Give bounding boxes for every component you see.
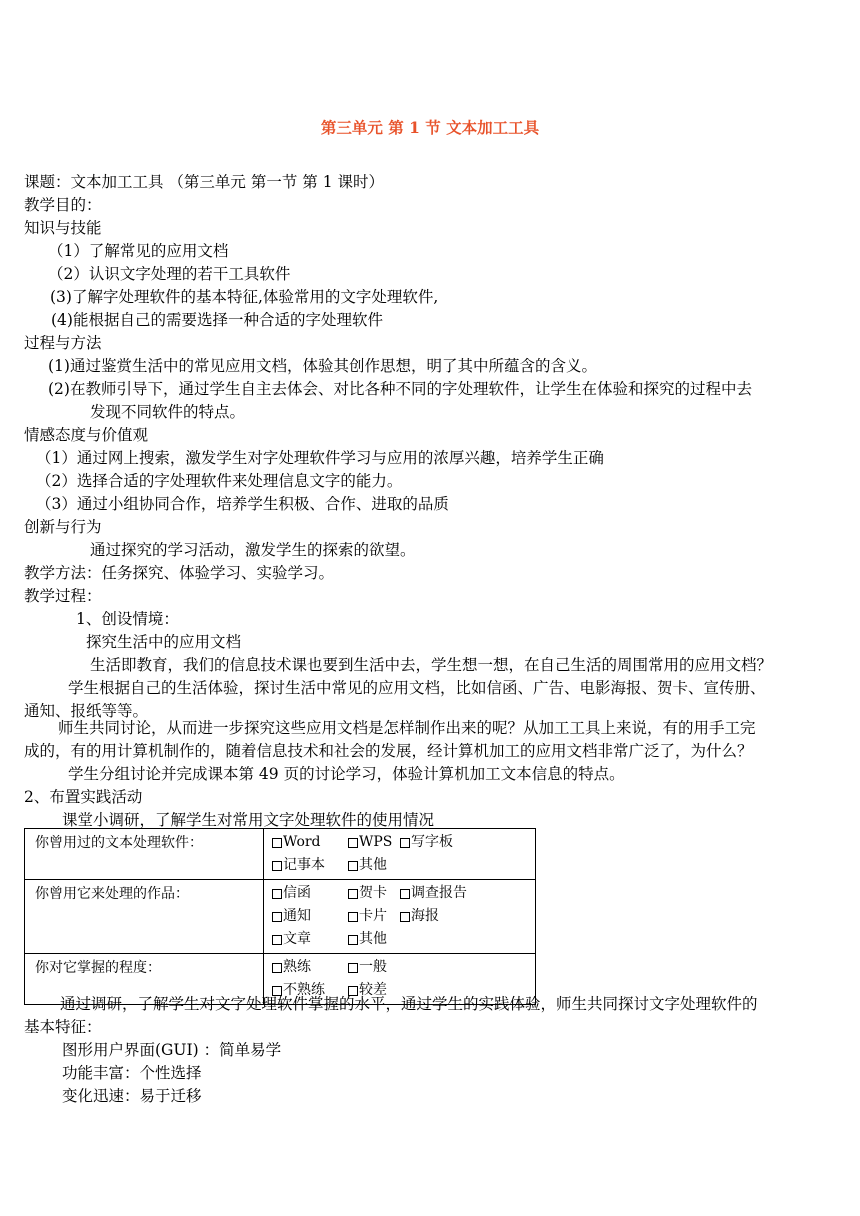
- text-line: 通过探究的学习活动，激发学生的探索的欲望。: [90, 541, 416, 559]
- text-line: 探究生活中的应用文档: [86, 633, 242, 651]
- text-line: 变化迅速：易于迁移: [62, 1087, 202, 1105]
- survey-row: [25, 829, 536, 880]
- text-line: （2）选择合适的字处理软件来处理信息文字的能力。: [36, 472, 403, 490]
- checkbox-icon[interactable]: [348, 912, 358, 922]
- text-line: (3)了解字处理软件的基本特征,体验常用的文字处理软件,: [50, 288, 439, 306]
- document-title: 第三单元 第 1 节 文本加工工具: [320, 118, 540, 137]
- option-row: [272, 882, 527, 905]
- checkbox-icon[interactable]: [348, 861, 358, 871]
- text-line: 过程与方法: [24, 334, 102, 352]
- option-label: 不熟练: [283, 982, 325, 998]
- survey-options: [264, 829, 536, 880]
- option-label: 一般: [359, 959, 387, 975]
- text-line: 情感态度与价值观: [24, 426, 149, 444]
- survey-question: 你曾用它来处理的作品：: [25, 880, 264, 954]
- option-label: 较差: [359, 982, 387, 998]
- survey-option[interactable]: [272, 854, 348, 877]
- option-label: 海报: [411, 908, 439, 924]
- survey-question: 你对它掌握的程度：: [25, 954, 264, 1005]
- survey-option[interactable]: [272, 979, 348, 1002]
- survey-option[interactable]: [272, 905, 348, 928]
- text-line: （1）了解常见的应用文档: [48, 242, 229, 260]
- survey-option[interactable]: [348, 831, 400, 854]
- checkbox-icon[interactable]: [400, 912, 410, 922]
- checkbox-icon[interactable]: [272, 963, 282, 973]
- text-line: 学生根据自己的生活体验，探讨生活中常见的应用文档，比如信函、广告、电影海报、贺卡、宣传册、: [68, 679, 766, 697]
- survey-question: 你曾用过的文本处理软件：: [25, 829, 264, 880]
- text-line: 通过调研，了解学生对文字处理软件掌握的水平，通过学生的实践体验，师生共同探讨文字处理软件的: [60, 995, 758, 1013]
- option-row: [272, 928, 527, 951]
- checkbox-icon[interactable]: [348, 838, 358, 848]
- option-label: 信函: [283, 885, 311, 901]
- survey-option[interactable]: [272, 882, 348, 905]
- checkbox-icon[interactable]: [348, 935, 358, 945]
- option-row: [272, 956, 527, 979]
- survey-options: [264, 954, 536, 1005]
- text-line: 生活即教育，我们的信息技术课也要到生活中去，学生想一想，在自己生活的周围常用的应用文档？: [90, 656, 773, 674]
- survey-option[interactable]: [400, 882, 467, 905]
- text-line: (2)在教师引导下，通过学生自主去体会、对比各种不同的字处理软件，让学生在体验和探究的过程中去: [48, 380, 752, 398]
- text-line: 1、创设情境：: [76, 610, 179, 628]
- checkbox-icon[interactable]: [348, 986, 358, 996]
- survey-option[interactable]: [348, 979, 400, 1002]
- survey-option[interactable]: [272, 928, 348, 951]
- survey-option[interactable]: [348, 882, 400, 905]
- option-label: 其他: [359, 931, 387, 947]
- survey-option[interactable]: [272, 956, 348, 979]
- survey-option[interactable]: [348, 854, 400, 877]
- survey-option[interactable]: [400, 831, 453, 854]
- text-line: 成的，有的用计算机制作的，随着信息技术和社会的发展，经计算机加工的应用文档非常广泛了，为什么？: [24, 742, 753, 760]
- text-line: （1）通过网上搜索，激发学生对字处理软件学习与应用的浓厚兴趣，培养学生正确: [36, 449, 604, 467]
- option-row: [272, 831, 527, 854]
- survey-options: [264, 880, 536, 954]
- checkbox-icon[interactable]: [348, 889, 358, 899]
- text-line: 学生分组讨论并完成课本第 49 页的讨论学习，体验计算机加工文本信息的特点。: [68, 765, 625, 783]
- checkbox-icon[interactable]: [272, 912, 282, 922]
- text-line: 教学过程：: [24, 587, 102, 605]
- option-label: 调查报告: [411, 885, 467, 901]
- option-row: [272, 854, 527, 877]
- option-label: 其他: [359, 857, 387, 873]
- survey-row: [25, 880, 536, 954]
- text-line: （3）通过小组协同合作，培养学生积极、合作、进取的品质: [36, 495, 449, 513]
- text-line: 通知、报纸等等。: [24, 702, 149, 720]
- survey-option[interactable]: [348, 956, 400, 979]
- text-line: 教学方法：任务探究、体验学习、实验学习。: [24, 564, 335, 582]
- checkbox-icon[interactable]: [272, 935, 282, 945]
- text-line: 发现不同软件的特点。: [90, 403, 246, 421]
- survey-row: [25, 954, 536, 1005]
- option-label: 文章: [283, 931, 311, 947]
- text-line: 知识与技能: [24, 219, 102, 237]
- text-line: 课题：文本加工工具 （第三单元 第一节 第 1 课时）: [24, 173, 384, 191]
- checkbox-icon[interactable]: [272, 986, 282, 996]
- checkbox-icon[interactable]: [272, 861, 282, 871]
- checkbox-icon[interactable]: [400, 838, 410, 848]
- text-line: (4)能根据自己的需要选择一种合适的字处理软件: [51, 311, 383, 329]
- survey-option[interactable]: [348, 905, 400, 928]
- text-line: 2、布置实践活动: [24, 788, 143, 806]
- text-line: 创新与行为: [24, 518, 102, 536]
- option-label: 记事本: [283, 857, 325, 873]
- option-label: 通知: [283, 908, 311, 924]
- survey-option[interactable]: [272, 831, 348, 854]
- option-label: 卡片: [359, 908, 387, 924]
- text-line: 课堂小调研，了解学生对常用文字处理软件的使用情况: [62, 811, 435, 829]
- option-row: [272, 979, 527, 1002]
- text-line: (1)通过鉴赏生活中的常见应用文档，体验其创作思想，明了其中所蕴含的含义。: [48, 357, 597, 375]
- option-label: Word: [283, 834, 321, 850]
- option-label: 贺卡: [359, 885, 387, 901]
- checkbox-icon[interactable]: [348, 963, 358, 973]
- checkbox-icon[interactable]: [272, 889, 282, 899]
- survey-option[interactable]: [400, 905, 439, 928]
- option-label: WPS: [359, 834, 393, 850]
- option-label: 写字板: [411, 834, 453, 850]
- text-line: 基本特征：: [24, 1018, 102, 1036]
- checkbox-icon[interactable]: [400, 889, 410, 899]
- text-line: 教学目的：: [24, 196, 102, 214]
- checkbox-icon[interactable]: [272, 838, 282, 848]
- text-line: 图形用户界面(GUI) ：简单易学: [62, 1041, 282, 1059]
- option-row: [272, 905, 527, 928]
- option-label: 熟练: [283, 959, 311, 975]
- text-line: 功能丰富：个性选择: [62, 1064, 202, 1082]
- survey-option[interactable]: [348, 928, 400, 951]
- text-line: 师生共同讨论，从而进一步探究这些应用文档是怎样制作出来的呢？从加工工具上来说，有的用手工完: [58, 719, 756, 737]
- survey-table: [24, 828, 536, 1005]
- text-line: （2）认识文字处理的若干工具软件: [48, 265, 291, 283]
